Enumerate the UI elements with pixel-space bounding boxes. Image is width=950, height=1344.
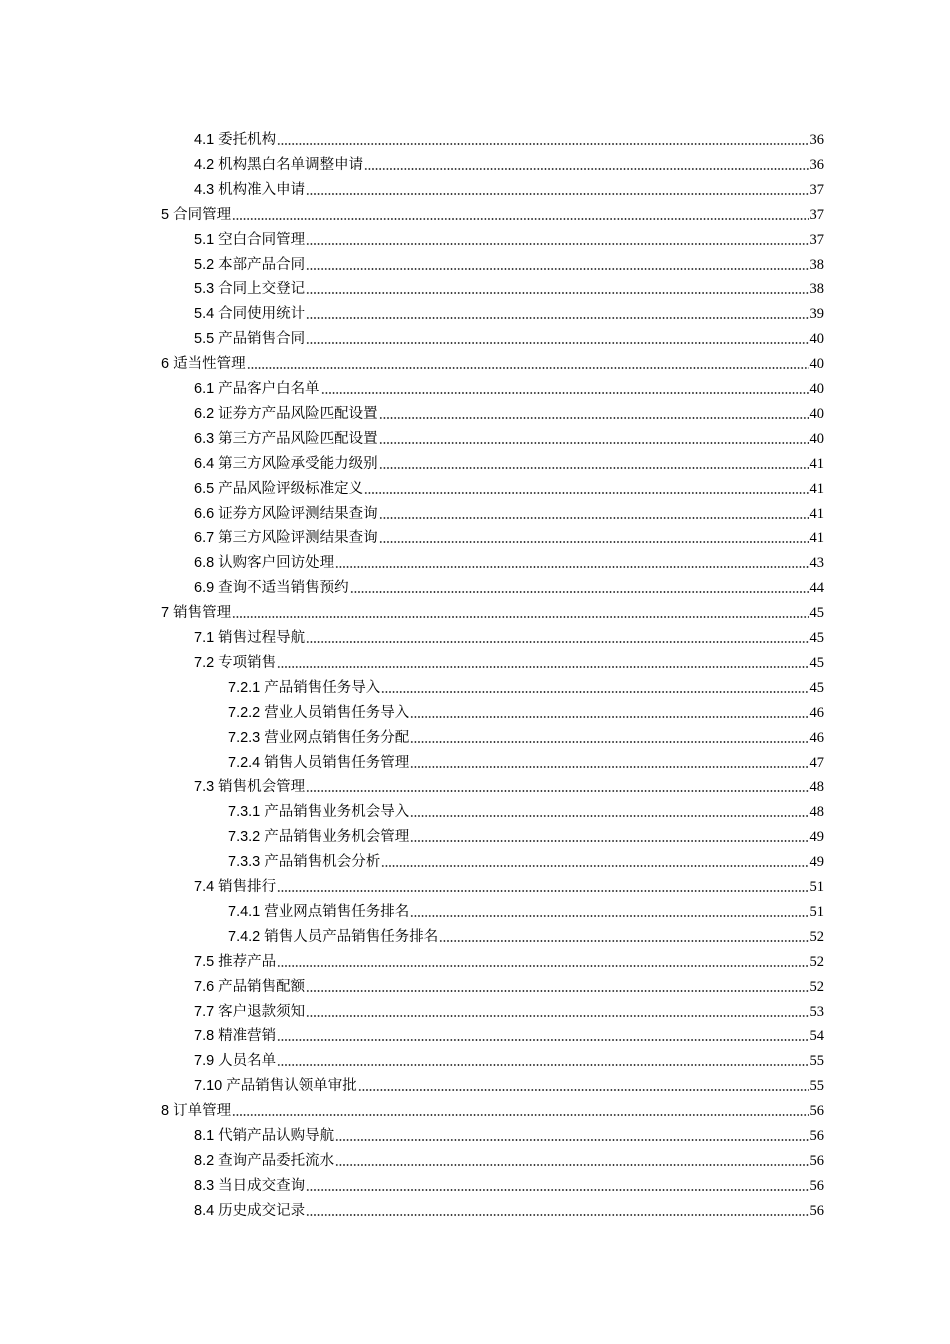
toc-entry-title: 销售管理 [173,605,232,622]
toc-dot-leader [306,242,808,246]
toc-entry-title: 第三方产品风险匹配设置 [218,430,378,447]
toc-entry-page-number: 40 [809,356,824,373]
toc-entry[interactable] [194,500,824,524]
toc-entry-title: 营业网点销售任务排名 [264,903,410,920]
toc-dot-leader [306,316,808,320]
toc-entry-title: 合同上交登记 [218,281,306,298]
toc-entry-number: 8 [161,1103,170,1120]
toc-entry-page-number: 46 [809,729,824,746]
toc-entry-title: 销售人员销售任务管理 [264,754,410,771]
toc-dot-leader [410,914,808,918]
toc-entry[interactable] [161,599,824,623]
toc-dot-leader [439,939,808,943]
toc-entry-page-number: 38 [809,256,824,273]
toc-entry-title: 机构准入申请 [218,181,306,198]
toc-dot-leader [410,740,808,744]
toc-entry-page-number: 47 [809,754,824,771]
toc-entry-title: 营业人员销售任务导入 [264,704,410,721]
toc-dot-leader [335,565,808,569]
toc-entry-title: 合同使用统计 [218,306,306,323]
toc-entry-page-number: 37 [809,206,824,223]
toc-entry[interactable] [194,176,824,200]
toc-entry-number: 5.4 [194,306,215,323]
toc-dot-leader [381,690,808,694]
toc-entry-number: 7.9 [194,1053,215,1070]
toc-dot-leader [364,167,808,171]
toc-entry[interactable] [228,699,824,723]
toc-entry-title: 客户退款须知 [218,1003,306,1020]
toc-entry[interactable] [194,400,824,424]
toc-dot-leader [306,267,808,271]
toc-dot-leader [306,341,808,345]
toc-dot-leader [306,989,808,993]
toc-entry-number: 7.4.1 [228,903,261,920]
toc-entry-title: 产品风险评级标准定义 [218,480,364,497]
toc-entry-title: 认购客户回访处理 [218,555,335,572]
toc-entry-title: 人员名单 [218,1053,277,1070]
toc-entry-number: 5.3 [194,281,215,298]
toc-dot-leader [306,1213,808,1217]
toc-entry-number: 4.3 [194,181,215,198]
toc-entry-page-number: 41 [809,505,824,522]
toc-entry[interactable] [194,300,824,324]
toc-entry[interactable] [161,350,824,374]
toc-entry[interactable] [161,1097,824,1121]
toc-entry-title: 销售排行 [218,879,277,895]
toc-entry-page-number: 41 [809,530,824,547]
toc-entry-title: 第三方风险承受能力级别 [218,455,378,472]
toc-entry-page-number: 44 [809,580,824,597]
toc-entry[interactable] [194,1172,824,1196]
toc-entry-number: 7.2.2 [228,704,261,721]
toc-dot-leader [350,590,809,594]
toc-dot-leader [364,491,808,495]
toc-entry-number: 7.2.3 [228,729,261,746]
toc-dot-leader [306,1188,808,1192]
toc-entry-page-number: 53 [809,1003,824,1020]
toc-entry-number: 5.1 [194,231,215,248]
toc-entry-page-number: 49 [809,829,824,846]
toc-entry-title: 当日成交查询 [218,1177,306,1194]
toc-dot-leader [335,1138,808,1142]
toc-entry[interactable] [194,1147,824,1171]
toc-entry-number: 6.1 [194,381,215,397]
toc-dot-leader [379,516,809,520]
toc-entry-title: 产品客户白名单 [218,381,320,397]
toc-entry-page-number: 56 [809,1152,824,1169]
toc-entry-title: 产品销售业务机会管理 [264,829,410,846]
toc-entry[interactable] [194,873,824,897]
toc-entry-title: 精准营销 [218,1028,277,1045]
toc-entry-page-number: 55 [809,1053,824,1070]
toc-entry-title: 产品销售合同 [218,331,306,348]
toc-entry-page-number: 52 [809,953,824,970]
toc-entry-title: 营业网点销售任务分配 [264,729,410,746]
toc-dot-leader [379,540,809,544]
toc-entry-number: 7 [161,605,170,622]
toc-entry-number: 7.6 [194,978,215,995]
toc-entry[interactable] [194,649,824,673]
toc-entry-number: 7.5 [194,953,215,970]
toc-dot-leader [410,715,808,719]
toc-entry-title: 推荐产品 [218,953,277,970]
toc-entry-page-number: 45 [809,679,824,696]
toc-entry-title: 证券方产品风险匹配设置 [218,405,378,422]
toc-entry[interactable] [194,773,824,797]
toc-entry-page-number: 56 [809,1177,824,1194]
toc-entry[interactable] [228,923,824,947]
toc-dot-leader [277,142,808,146]
toc-entry-number: 7.4.2 [228,928,261,945]
toc-entry-number: 5 [161,206,170,223]
toc-entry[interactable] [194,251,824,275]
toc-entry-page-number: 40 [809,405,824,422]
toc-entry-title: 第三方风险评测结果查询 [218,530,378,547]
toc-entry[interactable] [228,798,824,822]
toc-dot-leader [381,864,808,868]
toc-dot-leader [410,765,808,769]
toc-entry-page-number: 48 [809,779,824,796]
toc-dot-leader [379,416,809,420]
toc-entry-number: 7.3.2 [228,829,261,846]
toc-entry-number: 6.4 [194,455,215,472]
toc-dot-leader [306,789,808,793]
toc-dot-leader [306,1014,808,1018]
toc-entry-page-number: 51 [809,879,824,895]
toc-dot-leader [277,964,808,968]
toc-entry-title: 销售机会管理 [218,779,306,796]
toc-entry[interactable] [194,948,824,972]
toc-entry-page-number: 56 [809,1128,824,1144]
toc-entry-page-number: 51 [809,903,824,920]
toc-entry-page-number: 36 [809,156,824,173]
toc-entry-title: 委托机构 [218,132,277,148]
toc-entry-number: 7.7 [194,1003,215,1020]
toc-dot-leader [358,1088,809,1092]
toc-entry[interactable] [228,823,824,847]
toc-entry-number: 8.4 [194,1202,215,1219]
toc-entry[interactable] [228,749,824,773]
toc-entry-page-number: 45 [809,605,824,622]
toc-entry[interactable] [194,549,824,573]
toc-dot-leader [306,192,808,196]
toc-entry[interactable] [194,325,824,349]
toc-entry[interactable] [194,1047,824,1071]
toc-dot-leader [277,1038,808,1042]
toc-dot-leader [321,391,809,395]
toc-entry-page-number: 39 [809,306,824,323]
toc-dot-leader [277,889,808,893]
toc-entry[interactable] [194,450,824,474]
toc-dot-leader [232,1113,808,1117]
toc-entry-title: 空白合同管理 [218,231,306,248]
toc-entry-number: 6.8 [194,555,215,572]
toc-entry-page-number: 52 [809,928,824,945]
toc-entry[interactable] [194,1197,824,1221]
toc-entry[interactable] [161,201,824,225]
toc-entry-page-number: 49 [809,854,824,871]
toc-entry-number: 6 [161,356,170,373]
toc-entry-page-number: 41 [809,480,824,497]
toc-entry-page-number: 48 [809,804,824,821]
toc-dot-leader [410,839,808,843]
toc-entry-number: 6.5 [194,480,215,497]
toc-entry[interactable] [228,674,824,698]
toc-entry[interactable] [194,998,824,1022]
toc-entry-page-number: 56 [809,1202,824,1219]
toc-entry[interactable] [194,425,824,449]
toc-entry-number: 7.4 [194,879,215,895]
toc-entry-title: 产品销售配额 [218,978,306,995]
toc-entry-title: 销售人员产品销售任务排名 [264,928,439,945]
toc-entry[interactable] [228,898,824,922]
toc-entry-title: 合同管理 [173,206,232,223]
toc-entry-number: 6.7 [194,530,215,547]
toc-entry-page-number: 46 [809,704,824,721]
toc-entry-page-number: 37 [809,181,824,198]
toc-entry-page-number: 55 [809,1078,824,1095]
toc-entry-number: 7.1 [194,630,215,646]
toc-entry[interactable] [194,1072,824,1096]
toc-entry[interactable] [194,973,824,997]
toc-entry-number: 7.3.3 [228,854,261,871]
toc-entry-title: 销售过程导航 [218,630,306,646]
toc-entry-title: 产品销售任务导入 [264,679,381,696]
toc-dot-leader [247,366,809,370]
toc-entry-page-number: 56 [809,1103,824,1120]
toc-entry[interactable] [194,151,824,175]
toc-entry-page-number: 37 [809,231,824,248]
toc-entry-page-number: 38 [809,281,824,298]
toc-entry-number: 5.2 [194,256,215,273]
toc-dot-leader [379,466,809,470]
toc-entry-title: 产品销售机会分析 [264,854,381,871]
toc-entry-title: 专项销售 [218,654,277,671]
toc-entry[interactable] [228,848,824,872]
toc-entry-title: 证券方风险评测结果查询 [218,505,378,522]
toc-entry-number: 8.2 [194,1152,215,1169]
toc-entry[interactable] [194,624,824,648]
toc-entry-page-number: 45 [809,654,824,671]
toc-dot-leader [277,1063,808,1067]
toc-entry-number: 7.8 [194,1028,215,1045]
toc-entry-number: 4.1 [194,132,215,148]
toc-dot-leader [232,615,808,619]
toc-entry[interactable] [194,1022,824,1046]
toc-entry-number: 7.2 [194,654,215,671]
toc-entry[interactable] [228,724,824,748]
toc-entry[interactable] [194,475,824,499]
toc-entry-page-number: 54 [809,1028,824,1045]
toc-entry-title: 查询产品委托流水 [218,1152,335,1169]
toc-entry-title: 产品销售业务机会导入 [264,804,410,821]
toc-entry-title: 本部产品合同 [218,256,306,273]
toc-entry-page-number: 40 [809,381,824,397]
toc-dot-leader [379,441,809,445]
toc-entry[interactable] [194,1122,824,1146]
toc-entry[interactable] [194,375,824,399]
toc-entry[interactable] [194,275,824,299]
toc-entry-title: 订单管理 [173,1103,232,1120]
toc-entry-number: 7.3 [194,779,215,796]
toc-entry-title: 历史成交记录 [218,1202,306,1219]
toc-entry-number: 4.2 [194,156,215,173]
toc-entry-title: 查询不适当销售预约 [218,580,349,597]
toc-entry-title: 代销产品认购导航 [218,1128,335,1144]
toc-dot-leader [306,640,808,644]
toc-dot-leader [277,665,808,669]
toc-entry-title: 机构黑白名单调整申请 [218,156,364,173]
toc-dot-leader [306,291,808,295]
toc-entry-number: 6.3 [194,430,215,447]
toc-entry-page-number: 43 [809,555,824,572]
toc-entry-number: 7.2.4 [228,754,261,771]
toc-dot-leader [410,814,808,818]
toc-entry-number: 8.1 [194,1128,215,1144]
toc-entry-title: 产品销售认领单审批 [226,1078,357,1095]
toc-entry-page-number: 36 [809,132,824,148]
toc-entry-title: 适当性管理 [173,356,246,373]
toc-entry-page-number: 45 [809,630,824,646]
toc-entry-number: 5.5 [194,331,215,348]
toc-entry-page-number: 40 [809,430,824,447]
toc-entry[interactable] [194,126,824,150]
toc-entry[interactable] [194,574,824,598]
toc-entry-number: 8.3 [194,1177,215,1194]
toc-entry-number: 6.6 [194,505,215,522]
toc-entry-page-number: 41 [809,455,824,472]
toc-dot-leader [232,217,808,221]
toc-entry-number: 7.2.1 [228,679,261,696]
toc-entry-number: 7.10 [194,1078,223,1095]
toc-entry-page-number: 52 [809,978,824,995]
toc-entry-number: 7.3.1 [228,804,261,821]
toc-entry[interactable] [194,226,824,250]
toc-dot-leader [335,1163,808,1167]
toc-entry-number: 6.9 [194,580,215,597]
toc-entry-page-number: 40 [809,331,824,348]
toc-entry-number: 6.2 [194,405,215,422]
toc-entry[interactable] [194,524,824,548]
